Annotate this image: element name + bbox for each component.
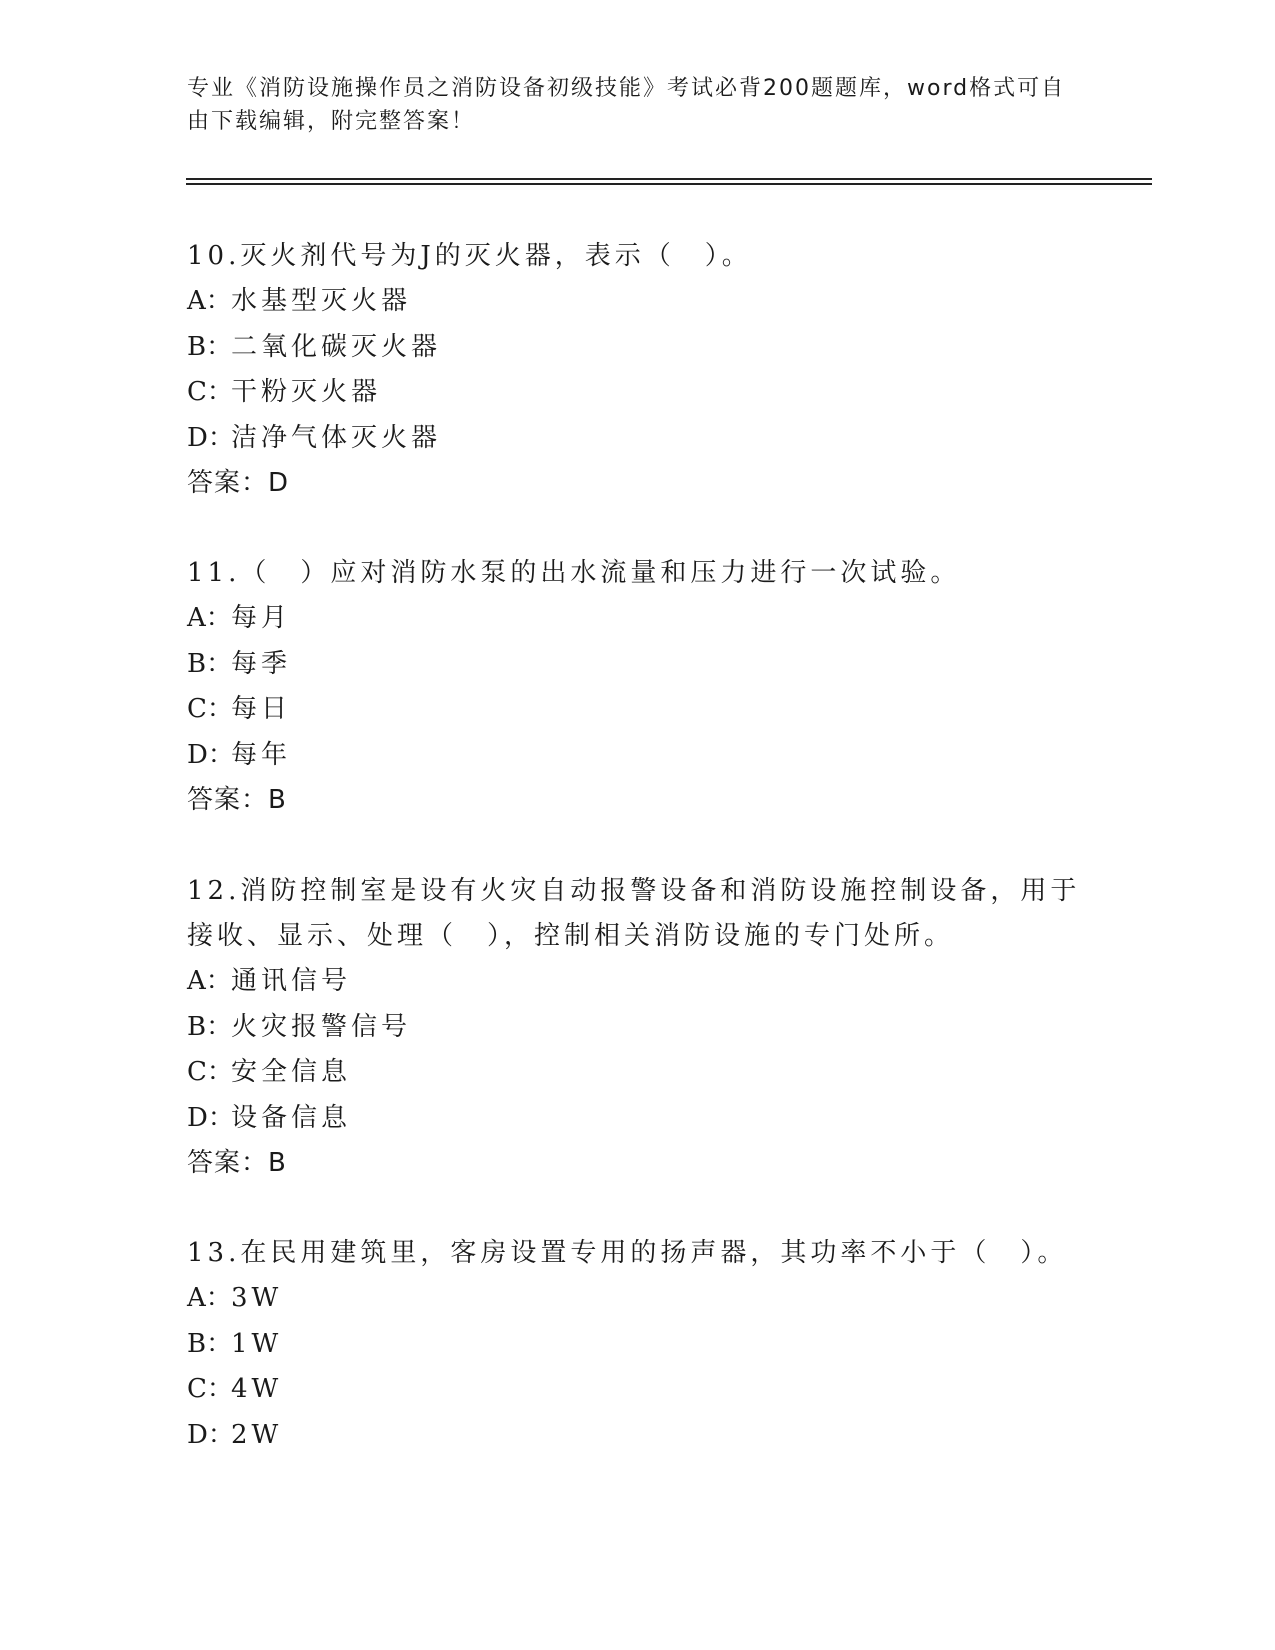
option-text: 每月 — [231, 603, 292, 633]
option-text: 设备信息 — [231, 1102, 352, 1133]
option-d — [187, 416, 1087, 462]
option-key: A： — [187, 966, 232, 996]
option-key: B： — [187, 648, 233, 679]
option-text: 安全信息 — [231, 1057, 352, 1087]
option-b — [187, 642, 1087, 688]
option-text: 4W — [231, 1374, 283, 1404]
option-key: C： — [187, 1374, 233, 1404]
option-key: C： — [187, 1057, 233, 1087]
option-a — [187, 279, 1087, 325]
answer-line: 答案：B — [187, 1148, 287, 1178]
question-stem: 11.（ ）应对消防水泵的出水流量和压力进行一次试验。 — [187, 558, 961, 588]
option-key: B： — [187, 1011, 233, 1042]
option-c — [187, 1050, 1087, 1096]
option-text: 每季 — [231, 648, 292, 679]
option-key: B： — [187, 1328, 233, 1359]
option-b — [187, 1322, 1087, 1368]
option-key: A： — [187, 1283, 232, 1313]
question-12 — [187, 869, 1087, 1186]
option-b — [187, 1005, 1087, 1051]
document-header: 专业《消防设施操作员之消防设备初级技能》考试必背200题题库，word格式可自由下载编辑，附完整答案！ — [187, 76, 1066, 134]
option-key: D： — [187, 739, 234, 770]
question-stem: 12.消防控制室是设有火灾自动报警设备和消防设施控制设备，用于接收、显示、处理（ ），控制相关消防设施的专门处所。 — [187, 876, 1081, 951]
header-divider-bottom — [186, 183, 1152, 185]
option-key: C： — [187, 377, 233, 407]
option-text: 通讯信号 — [231, 966, 352, 996]
option-d — [187, 733, 1087, 779]
option-c — [187, 1367, 1087, 1413]
option-text: 1W — [231, 1328, 283, 1359]
question-stem: 13.在民用建筑里，客房设置专用的扬声器，其功率不小于（ ）。 — [187, 1238, 1068, 1268]
option-key: B： — [187, 331, 233, 362]
question-13 — [187, 1231, 1087, 1458]
option-d — [187, 1096, 1087, 1142]
option-text: 每日 — [231, 694, 292, 724]
question-11 — [187, 551, 1087, 823]
option-text: 二氧化碳灭火器 — [231, 331, 442, 362]
option-text: 3W — [231, 1283, 283, 1313]
header-divider-top — [186, 178, 1152, 180]
option-key: D： — [187, 1102, 234, 1133]
option-a — [187, 959, 1087, 1005]
option-text: 2W — [231, 1419, 283, 1450]
option-text: 洁净气体灭火器 — [231, 422, 442, 453]
question-stem: 10.灭火剂代号为J的灭火器，表示（ ）。 — [187, 241, 752, 271]
option-key: A： — [187, 603, 232, 633]
option-text: 每年 — [231, 739, 292, 770]
option-key: C： — [187, 694, 233, 724]
question-10 — [187, 234, 1087, 506]
option-text: 火灾报警信号 — [231, 1011, 412, 1042]
answer-line: 答案：B — [187, 785, 287, 815]
option-key: A： — [187, 286, 232, 316]
option-b — [187, 325, 1087, 371]
option-text: 干粉灭火器 — [231, 377, 382, 407]
option-d — [187, 1413, 1087, 1459]
option-a — [187, 596, 1087, 642]
answer-line: 答案：D — [187, 468, 290, 498]
option-key: D： — [187, 422, 234, 453]
option-key: D： — [187, 1419, 234, 1450]
option-text: 水基型灭火器 — [231, 286, 412, 316]
option-c — [187, 370, 1087, 416]
option-a — [187, 1276, 1087, 1322]
option-c — [187, 687, 1087, 733]
